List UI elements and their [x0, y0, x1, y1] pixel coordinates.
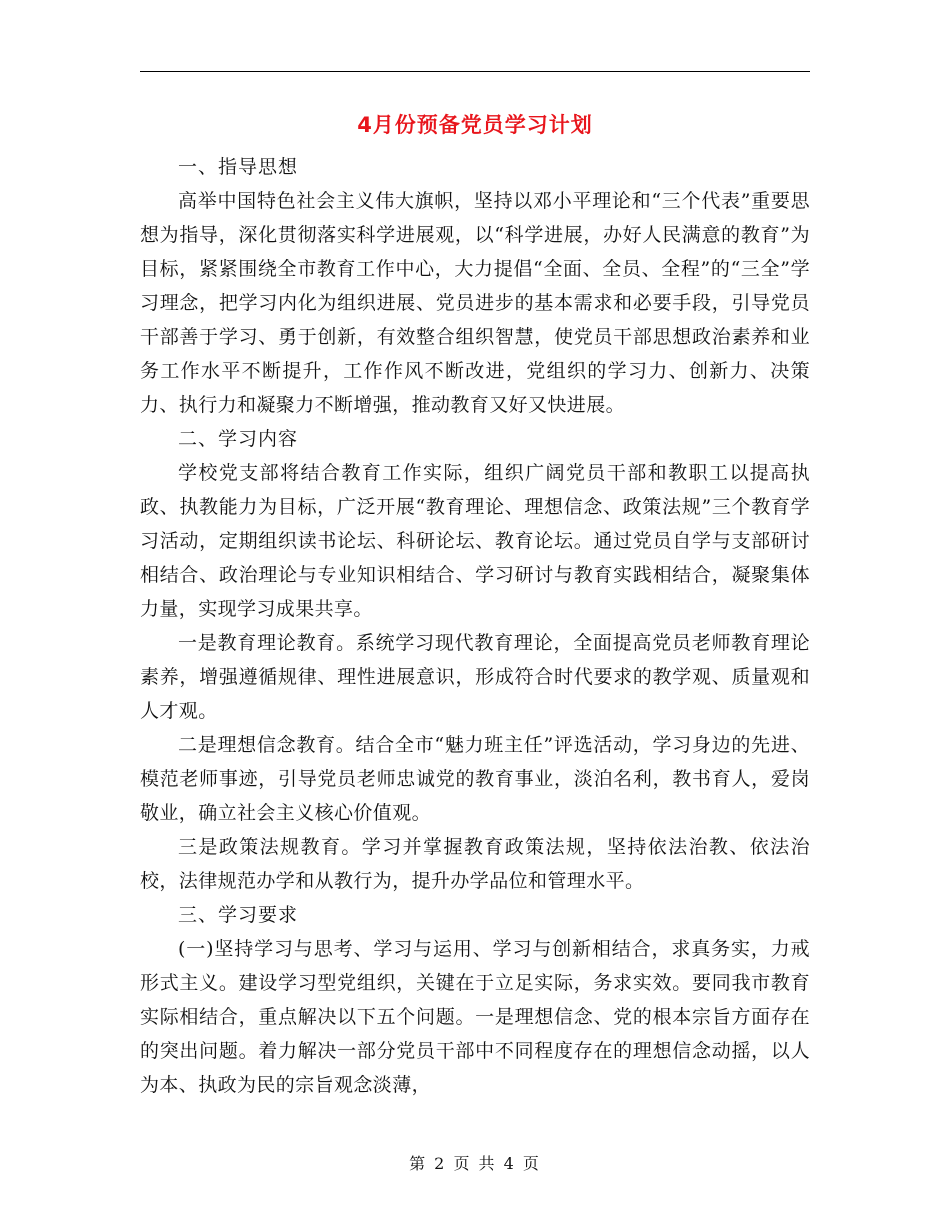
paragraph-education-theory: 一是教育理论教育。系统学习现代教育理论，全面提高党员老师教育理论素养，增强遵循规律、理性进展意识，形成符合时代要求的教学观、质量观和人才观。 [140, 632, 810, 722]
section-heading-study-content: 二、学习内容 [178, 428, 299, 450]
section-heading-guiding-ideology: 一、指导思想 [178, 156, 299, 178]
paragraph-ideals-beliefs: 二是理想信念教育。结合全市“魅力班主任”评选活动，学习身边的先进、模范老师事迹，引导党员老师忠诚党的教育事业，淡泊名利，教书育人，爱岗敬业，确立社会主义核心价值观。 [140, 734, 810, 824]
page-number-footer: 第 2 页 共 4 页 [409, 1154, 541, 1173]
document-body [140, 150, 810, 1102]
section-heading-study-requirements: 三、学习要求 [178, 904, 299, 926]
paragraph-policies-regulations: 三是政策法规教育。学习并掌握教育政策法规，坚持依法治教、依法治校，法律规范办学和从教行为，提升办学品位和管理水平。 [140, 836, 810, 892]
paragraph-requirement-one: (一)坚持学习与思考、学习与运用、学习与创新相结合，求真务实，力戒形式主义。建设学习型党组织，关键在于立足实际，务求实效。要同我市教育实际相结合，重点解决以下五个问题。一是理想信念、党的根本宗旨方面存在的突出问题。着力解决一部分党员干部中不同程度存在的理想信念动摇，以人为本、执政为民的宗旨观念淡薄， [140, 938, 810, 1096]
paragraph-study-content: 学校党支部将结合教育工作实际，组织广阔党员干部和教职工以提高执政、执教能力为目标，广泛开展“教育理论、理想信念、政策法规”三个教育学习活动，定期组织读书论坛、科研论坛、教育论坛。通过党员自学与支部研讨相结合、政治理论与专业知识相结合、学习研讨与教育实践相结合，凝聚集体力量，实现学习成果共享。 [140, 462, 810, 620]
document-title: 4月份预备党员学习计划 [357, 113, 593, 137]
paragraph-guiding-ideology: 高举中国特色社会主义伟大旗帜，坚持以邓小平理论和“三个代表”重要思想为指导，深化贯彻落实科学进展观，以“科学进展，办好人民满意的教育”为目标，紧紧围绕全市教育工作中心，大力提倡“全面、全员、全程”的“三全”学习理念，把学习内化为组织进展、党员进步的基本需求和必要手段，引导党员干部善于学习、勇于创新，有效整合组织智慧，使党员干部思想政治素养和业务工作水平不断提升，工作作风不断改进，党组织的学习力、创新力、决策力、执行力和凝聚力不断增强，推动教育又好又快进展。 [140, 190, 810, 416]
header-rule [140, 71, 810, 72]
